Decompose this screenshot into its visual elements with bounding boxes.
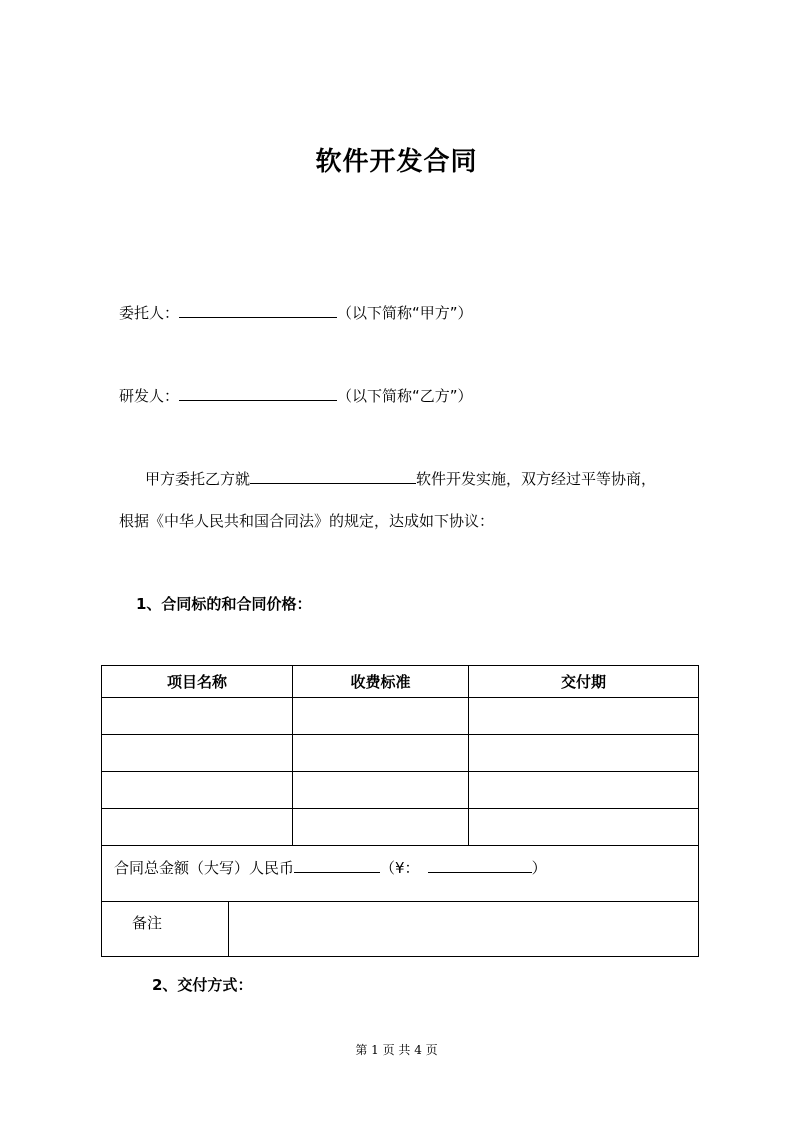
fee-standard-cell[interactable] [293,698,469,735]
fee-standard-cell[interactable] [293,772,469,809]
table-row [102,698,699,735]
delivery-period-cell[interactable] [469,809,699,846]
developer-label: 研发人： [119,387,180,405]
delivery-period-cell[interactable] [469,698,699,735]
fee-standard-cell[interactable] [293,809,469,846]
total-amount-number-blank[interactable] [428,857,532,873]
table-row [102,772,699,809]
header-fee-standard: 收费标准 [293,666,469,698]
delivery-period-cell[interactable] [469,735,699,772]
document-title: 软件开发合同 [315,147,478,177]
section-2-heading: 2、交付方式： [152,976,253,994]
software-name-blank[interactable] [250,468,416,484]
total-amount-words-blank[interactable] [294,857,380,873]
total-amount-cell [102,846,699,902]
remark-row [102,902,699,957]
client-name-blank[interactable] [179,302,337,318]
total-amount-label: 合同总金额（大写）人民币 [114,859,295,877]
developer-name-blank[interactable] [179,385,337,401]
client-line [119,302,473,323]
table-row [102,735,699,772]
total-amount-close: ） [531,859,547,877]
table-header-row [102,666,699,698]
intro-suffix: 软件开发实施，双方经过平等协商， [416,470,657,488]
project-name-cell[interactable] [102,735,293,772]
intro-line-2: 根据《中华人民共和国合同法》的规定，达成如下协议： [119,512,495,530]
header-delivery-period: 交付期 [469,666,699,698]
total-amount-row [102,846,699,902]
developer-suffix: （以下简称“乙方”） [337,387,473,405]
contract-price-table [101,665,699,957]
intro-prefix: 甲方委托乙方就 [145,470,251,488]
page-footer: 第 1 页 共 4 页 [355,1043,438,1057]
client-suffix: （以下简称“甲方”） [337,304,473,322]
remark-content-cell[interactable] [229,902,699,957]
project-name-cell[interactable] [102,772,293,809]
developer-line [119,385,473,406]
project-name-cell[interactable] [102,809,293,846]
total-amount-yuan-label: （¥： [380,859,420,877]
table-row [102,809,699,846]
header-project-name: 项目名称 [102,666,293,698]
client-label: 委托人： [119,304,180,322]
project-name-cell[interactable] [102,698,293,735]
section-1-heading: 1、合同标的和合同价格： [136,595,312,613]
remark-label-cell [102,902,229,957]
fee-standard-cell[interactable] [293,735,469,772]
remark-label: 备注 [132,914,163,932]
intro-line-1 [145,468,656,489]
delivery-period-cell[interactable] [469,772,699,809]
